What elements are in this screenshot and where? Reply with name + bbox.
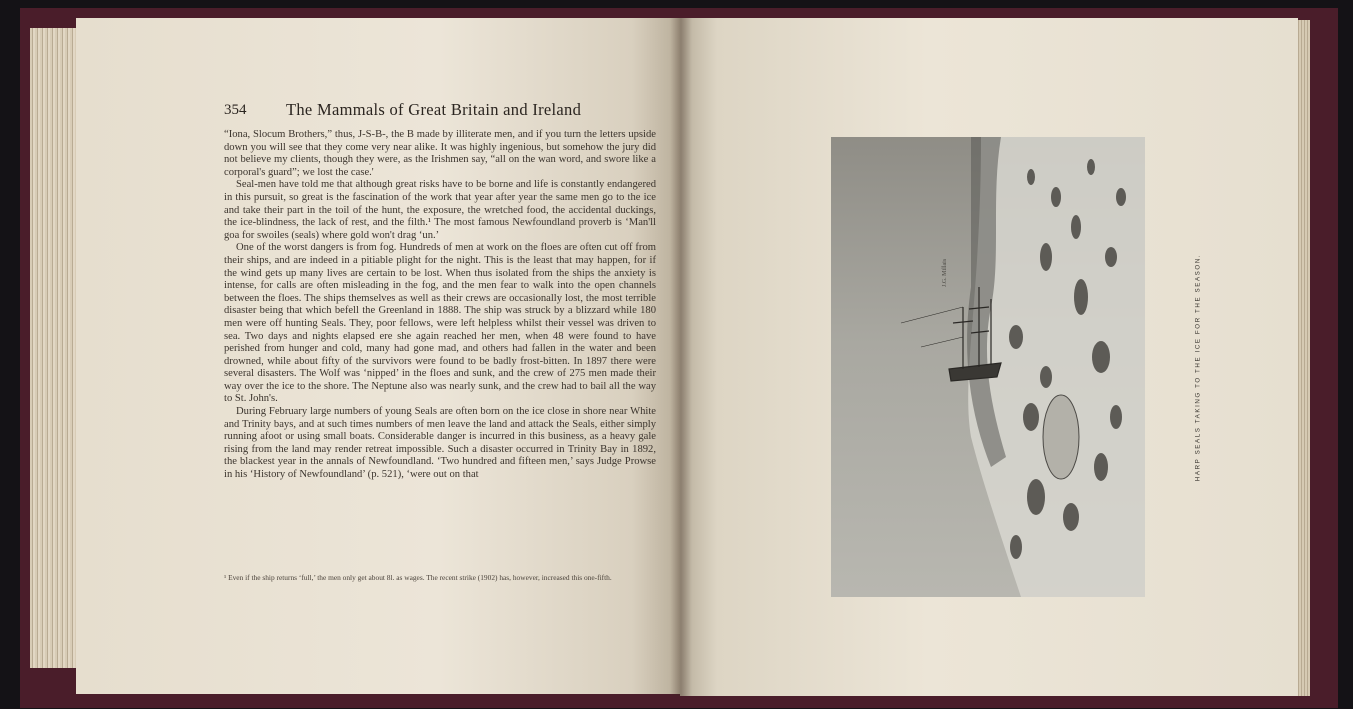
running-head: The Mammals of Great Britain and Ireland (286, 100, 582, 119)
footnote: ¹ Even if the ship returns ‘full,’ the men only get about 8l. as wages. The recent strike (1902) has, however, increased this one-fifth. (224, 573, 612, 582)
paragraph-4: During February large numbers of young Seals are often born on the ice close in shore near White and Trinity bays, and at such times numbers of men leave the land and attack the Seals, either simply running afoot or using small boats. Considerable danger is incurred in this business, as a heavy gale rising from the land may render retreat impossible. Such a disaster occurred in Trinity Bay in 1892, the blackest year in the annals of Newfoundland. ‘Two hundred and fifteen men,’ says Judge Prowse in his ‘History of Newfoundland’ (p. 521), ‘were out on that (224, 406, 656, 481)
page-header (224, 100, 664, 122)
seals-on-ice-illustration (831, 137, 1145, 597)
artist-signature: J.G. Millais (942, 258, 948, 287)
page-edges-left (30, 28, 80, 668)
plate-caption: HARP SEALS TAKING TO THE ICE FOR THE SEASON. (1194, 253, 1202, 482)
book-gutter (670, 18, 692, 696)
page-edges-right (1296, 20, 1310, 696)
paragraph-3: One of the worst dangers is from fog. Hundreds of men at work on the floes are often cut off from their ships, and are indeed in a pitiable plight for the night. This is the least that may happen, for if the wind gets up many lives are certain to be lost. When thus isolated from the ships the anxiety is intense, for calls are often misleading in the fog, and the men fear to walk into the open channels between the floes. The ships themselves as well as their crews are occasionally lost, the most terrible disaster being that which befell the Greenland in 1888. The ship was struck by a blizzard while 180 men were off hunting Seals. They, poor fellows, were left helpless whilst their vessel was driven to sea. Two days and nights elapsed ere she again reached her men, when 48 were found to have perished from hunger and cold, many had gone mad, and others had fallen in the water and been drowned, while about fifty of the survivors were found to be badly frost-bitten. In 1897 there were several disasters. The Wolf was ‘nipped’ in the floes and sunk, and the crew of 275 men made their way over the ice to the shore. The Neptune also was nearly sunk, and the crew had to bail all the way to St. John's. (224, 242, 656, 405)
body-text (224, 129, 656, 482)
illustration-plate (831, 137, 1145, 597)
page-number: 354 (224, 102, 247, 118)
paragraph-1: “Iona, Slocum Brothers,” thus, J-S-B-, the B made by illiterate men, and if you turn the letters upside down you will see that they come very near alike. It was highly ingenious, but somehow the jury did not believe my clients, though they were, as the Irishmen say, “all on the wan word, and swore like a corporal's guard”; we lost the case.' (224, 129, 656, 178)
paragraph-2: Seal-men have told me that although great risks have to be borne and life is constantly endangered in this pursuit, so great is the fascination of the work that year after year the same men go to the ice and take their part in the toil of the hunt, the exposure, the wretched food, the accidental duckings, the ice-blindness, the lack of rest, and the filth.¹ The most famous Newfoundland proverb is ‘Man'll goa for swoiles (seals) where gold won't drag ‘un.’ (224, 179, 656, 241)
plate-caption-container (1188, 180, 1202, 560)
